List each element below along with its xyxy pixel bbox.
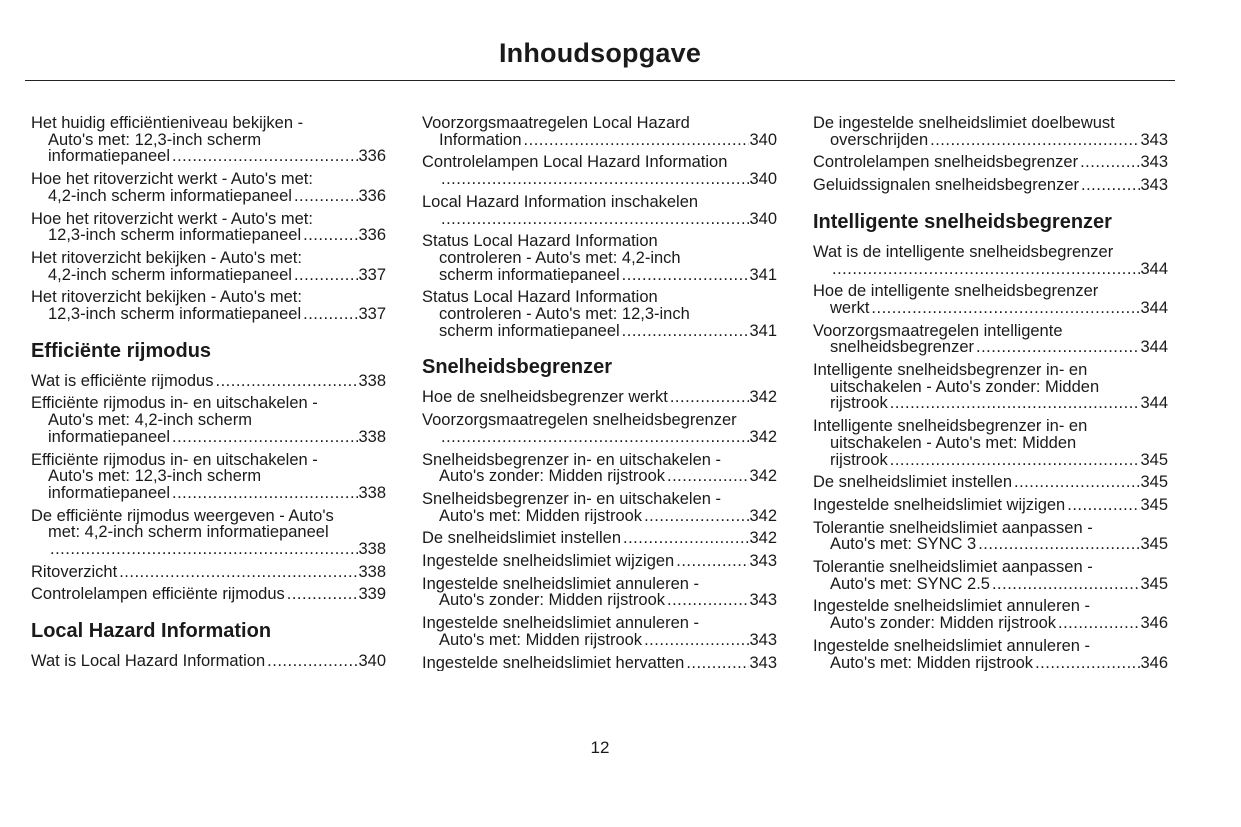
dot-leader	[992, 576, 1141, 593]
toc-entry-line: Ingestelde snelheidslimiet annuleren -	[422, 574, 700, 593]
toc-entry[interactable]	[813, 362, 1168, 412]
dot-leader	[524, 132, 750, 149]
toc-page-number: 342	[749, 530, 777, 548]
page-title: Inhoudsopgave	[498, 38, 702, 68]
toc-page-number: 344	[1140, 395, 1168, 413]
toc-entry[interactable]	[813, 115, 1168, 148]
toc-entry-line: De efficiënte rijmodus weergeven - Auto's	[31, 506, 334, 525]
toc-entry-text: De snelheidslimiet instellen	[813, 474, 1013, 491]
dot-leader	[294, 188, 359, 205]
toc-entry[interactable]	[813, 418, 1168, 468]
toc-entry-line: Efficiënte rijmodus in- en uitschakelen -	[31, 394, 318, 413]
toc-page-number: 340	[358, 653, 386, 670]
dot-leader	[622, 323, 750, 340]
toc-entry[interactable]	[813, 497, 1168, 514]
toc-entry-last-line	[813, 261, 1168, 278]
toc-entry-line: Intelligente snelheidsbegrenzer in- en	[813, 417, 1088, 436]
toc-page-number: 344	[1140, 260, 1168, 278]
toc-entry-last-line	[422, 530, 777, 547]
toc-entry-text: Auto's met: SYNC 2.5	[830, 575, 990, 593]
toc-entry-text: rijstrook	[830, 451, 888, 469]
toc-entry-line: Ingestelde snelheidslimiet annuleren -	[422, 614, 700, 633]
toc-entry-text: Auto's met: Midden rijstrook	[830, 654, 1034, 672]
toc-entry-last-line	[422, 389, 777, 406]
toc-entry-last-line	[813, 132, 1168, 149]
dot-leader	[215, 373, 358, 390]
toc-entry-line: Tolerantie snelheidslimiet aanpassen -	[813, 518, 1093, 537]
toc-entry[interactable]	[422, 491, 777, 524]
toc-page-number: 345	[1140, 536, 1168, 554]
toc-entry-text: Hoe de snelheidsbegrenzer werkt	[422, 389, 668, 407]
toc-entry-text: Auto's zonder: Midden rijstrook	[439, 468, 666, 485]
toc-page-number: 345	[1140, 575, 1168, 593]
toc-page-number: 338	[358, 428, 386, 446]
toc-entry-last-line	[813, 615, 1168, 632]
toc-entry[interactable]	[422, 553, 777, 570]
dot-leader	[172, 148, 358, 165]
toc-page-number: 340	[749, 131, 777, 149]
toc-page-number: 342	[749, 389, 777, 407]
toc-page-number: 343	[749, 654, 777, 672]
toc-page-number: 345	[1140, 496, 1168, 514]
toc-entry[interactable]	[422, 389, 777, 406]
toc-entry[interactable]	[31, 250, 386, 283]
dot-leader	[930, 132, 1140, 149]
toc-entry-last-line	[422, 171, 777, 188]
toc-entry-text: rijstrook	[830, 395, 888, 413]
toc-entry[interactable]	[813, 598, 1168, 631]
toc-entry-line: Voorzorgsmaatregelen intelligente	[813, 321, 1063, 340]
toc-entry-line: uitschakelen - Auto's zonder: Midden	[830, 377, 1100, 396]
dot-leader	[1058, 615, 1140, 632]
dot-leader	[644, 632, 749, 649]
toc-page-number: 343	[749, 631, 777, 649]
toc-entry-last-line	[31, 429, 386, 446]
toc-entry-last-line	[422, 468, 777, 485]
toc-entry-text: Auto's met: Midden rijstrook	[439, 631, 643, 649]
toc-entry-line: Het ritoverzicht bekijken - Auto's met:	[31, 288, 302, 307]
toc-page-number: 340	[749, 210, 777, 228]
toc-entry-text: Ingestelde snelheidslimiet wijzigen	[422, 553, 675, 570]
toc-entry-text: snelheidsbegrenzer	[830, 339, 975, 357]
toc-entry-line: Hoe de intelligente snelheidsbegrenzer	[813, 282, 1099, 301]
toc-page-number: 336	[358, 227, 386, 244]
toc-entry-line: Het huidig efficiëntieniveau bekijken -	[31, 114, 304, 132]
toc-page-number: 340	[749, 171, 777, 188]
toc-entry[interactable]	[813, 154, 1168, 171]
toc-column-1	[31, 115, 386, 676]
dot-leader	[644, 508, 749, 525]
toc-entry-line: Ingestelde snelheidslimiet annuleren -	[813, 636, 1091, 655]
toc-page-number: 337	[358, 266, 386, 284]
toc-page-number: 345	[1140, 451, 1168, 469]
toc-entry[interactable]	[422, 530, 777, 547]
toc-entry-text: informatiepaneel	[48, 148, 170, 166]
toc-page-number: 346	[1140, 615, 1168, 632]
dot-leader	[978, 536, 1140, 553]
toc-entry-last-line	[31, 227, 386, 244]
toc-entry[interactable]	[813, 520, 1168, 553]
dot-leader	[267, 653, 358, 670]
toc-entry[interactable]	[422, 115, 777, 148]
toc-entry-line: Controlelampen Local Hazard Information	[422, 153, 728, 172]
toc-entry-text: overschrijden	[830, 131, 929, 149]
toc-entry-text: Wat is Local Hazard Information	[31, 653, 266, 670]
toc-entry-last-line	[31, 306, 386, 323]
toc-entry-last-line	[813, 497, 1168, 514]
dot-leader	[890, 452, 1141, 469]
toc-entry-last-line	[422, 553, 777, 570]
toc-entry-line: Snelheidsbegrenzer in- en uitschakelen -	[422, 450, 722, 469]
toc-entry-last-line	[31, 564, 386, 581]
toc-page-number: 346	[1140, 654, 1168, 672]
toc-page-number: 338	[358, 541, 386, 558]
toc-entry-text: Ritoverzicht	[31, 563, 118, 581]
toc-page-number: 341	[749, 266, 777, 284]
toc-entry-line: Hoe het ritoverzicht werkt - Auto's met:	[31, 209, 313, 228]
toc-column-3	[813, 115, 1168, 677]
toc-page-number: 342	[749, 468, 777, 485]
dot-leader	[1035, 655, 1140, 672]
toc-entry-line: Auto's met: 12,3-inch scherm	[48, 467, 262, 486]
section-heading: Snelheidsbegrenzer	[422, 356, 613, 379]
toc-entry-last-line	[422, 267, 777, 284]
toc-entry-last-line	[31, 541, 386, 558]
toc-entry[interactable]	[422, 452, 777, 485]
toc-page-number: 344	[1140, 339, 1168, 357]
toc-entry-text: Auto's zonder: Midden rijstrook	[439, 592, 666, 610]
toc-entry[interactable]	[31, 395, 386, 445]
dot-leader	[1067, 497, 1140, 514]
toc-page-number: 343	[749, 592, 777, 610]
toc-entry[interactable]	[422, 194, 777, 227]
toc-entry-last-line	[31, 373, 386, 390]
toc-entry[interactable]	[31, 373, 386, 390]
toc-page-number: 336	[358, 187, 386, 205]
toc-entry[interactable]	[31, 171, 386, 204]
toc-entry-last-line	[422, 655, 777, 672]
header-divider	[25, 80, 1175, 81]
toc-entry[interactable]	[31, 452, 386, 502]
toc-entry[interactable]	[813, 323, 1168, 356]
toc-entry-text: Geluidssignalen snelheidsbegrenzer	[813, 177, 1080, 194]
toc-entry[interactable]	[31, 564, 386, 581]
dot-leader	[1080, 154, 1140, 171]
dot-leader	[172, 485, 358, 502]
toc-entry[interactable]	[813, 638, 1168, 671]
dot-leader	[890, 395, 1141, 412]
toc-entry-text: scherm informatiepaneel	[439, 266, 620, 284]
toc-entry[interactable]	[31, 211, 386, 244]
toc-entry-last-line	[422, 632, 777, 649]
toc-entry[interactable]	[813, 559, 1168, 592]
toc-entry-line: Wat is de intelligente snelheidsbegrenzer	[813, 242, 1114, 261]
section-heading: Local Hazard Information	[31, 620, 272, 643]
toc-entry[interactable]	[31, 289, 386, 322]
toc-page-number: 342	[749, 507, 777, 525]
toc-entry-last-line	[31, 586, 386, 603]
toc-entry[interactable]	[31, 653, 386, 670]
toc-entry-last-line	[31, 485, 386, 502]
toc-entry-last-line	[422, 508, 777, 525]
toc-page-number: 343	[1140, 154, 1168, 172]
toc-entry[interactable]	[813, 474, 1168, 491]
page-number: 12	[590, 738, 610, 757]
toc-entry-line: Auto's met: 12,3-inch scherm	[48, 130, 262, 149]
dot-leader	[119, 564, 358, 581]
dot-leader	[667, 592, 749, 609]
toc-entry-last-line	[813, 395, 1168, 412]
toc-entry-line: met: 4,2-inch scherm informatiepaneel	[48, 523, 329, 542]
toc-entry-text: 12,3-inch scherm informatiepaneel	[48, 227, 302, 244]
toc-entry-text: scherm informatiepaneel	[439, 322, 620, 340]
section-heading: Intelligente snelheidsbegrenzer	[813, 210, 1112, 233]
toc-page-number: 336	[358, 148, 386, 166]
toc-entry[interactable]	[422, 233, 777, 283]
toc-entry-line: Intelligente snelheidsbegrenzer in- en	[813, 361, 1088, 380]
toc-entry-text: Controlelampen efficiënte rijmodus	[31, 586, 285, 604]
toc-entry-text: De snelheidslimiet instellen	[422, 530, 622, 548]
toc-entry-text: Ingestelde snelheidslimiet wijzigen	[813, 496, 1066, 514]
dot-leader	[441, 429, 749, 446]
dot-leader	[670, 389, 750, 406]
toc-entry-line: Efficiënte rijmodus in- en uitschakelen -	[31, 450, 318, 469]
dot-leader	[686, 655, 749, 672]
dot-leader	[303, 227, 358, 244]
dot-leader	[303, 306, 358, 323]
toc-entry-last-line	[31, 267, 386, 284]
toc-entry[interactable]	[31, 586, 386, 603]
toc-entry[interactable]	[422, 289, 777, 339]
toc-entry[interactable]	[31, 508, 386, 558]
dot-leader	[294, 267, 359, 284]
toc-entry-last-line	[813, 339, 1168, 356]
toc-entry-text: werkt	[830, 299, 870, 317]
toc-entry-last-line	[422, 132, 777, 149]
toc-page-number: 338	[358, 484, 386, 502]
toc-page-number: 343	[749, 553, 777, 570]
dot-leader	[622, 267, 750, 284]
toc-entry-text: 4,2-inch scherm informatiepaneel	[48, 266, 292, 284]
toc-entry-line: Auto's met: 4,2-inch scherm	[48, 411, 252, 430]
toc-page-number: 343	[1140, 177, 1168, 194]
toc-entry-line: Status Local Hazard Information	[422, 232, 658, 251]
toc-page-number: 345	[1140, 474, 1168, 491]
toc-page-number: 338	[358, 372, 386, 390]
dot-leader	[172, 429, 358, 446]
toc-entry-last-line	[813, 154, 1168, 171]
toc-entry[interactable]	[813, 283, 1168, 316]
toc-entry-text: Information	[439, 131, 522, 149]
toc-entry-last-line	[422, 323, 777, 340]
dot-leader	[1081, 177, 1140, 194]
toc-entry-text: informatiepaneel	[48, 428, 170, 446]
toc-entry-text: Wat is efficiënte rijmodus	[31, 372, 214, 390]
toc-entry-last-line	[813, 300, 1168, 317]
toc-page-number: 337	[358, 306, 386, 323]
toc-entry[interactable]	[813, 177, 1168, 194]
toc-entry-text: 12,3-inch scherm informatiepaneel	[48, 306, 302, 323]
toc-entry-line: Ingestelde snelheidslimiet annuleren -	[813, 597, 1091, 616]
toc-entry-line: uitschakelen - Auto's met: Midden	[830, 433, 1077, 452]
toc-entry-last-line	[31, 653, 386, 670]
toc-entry[interactable]	[813, 244, 1168, 277]
toc-entry-line: Voorzorgsmaatregelen Local Hazard	[422, 114, 690, 132]
toc-entry-line: Hoe het ritoverzicht werkt - Auto's met:	[31, 170, 313, 189]
toc-entry-last-line	[31, 148, 386, 165]
toc-entry-line: Local Hazard Information inschakelen	[422, 192, 699, 211]
toc-entry-last-line	[813, 474, 1168, 491]
toc-entry-line: Het ritoverzicht bekijken - Auto's met:	[31, 248, 302, 267]
toc-entry-line: Voorzorgsmaatregelen snelheidsbegrenzer	[422, 411, 737, 430]
toc-entry-last-line	[422, 429, 777, 446]
toc-page-number: 342	[749, 428, 777, 446]
toc-entry-line: Tolerantie snelheidslimiet aanpassen -	[813, 558, 1093, 577]
dot-leader	[441, 211, 749, 228]
dot-leader	[832, 261, 1140, 278]
toc-entry-last-line	[31, 188, 386, 205]
toc-entry-last-line	[813, 536, 1168, 553]
dot-leader	[976, 339, 1140, 356]
toc-entry[interactable]	[422, 154, 777, 187]
toc-entry-line: Snelheidsbegrenzer in- en uitschakelen -	[422, 489, 722, 508]
toc-entry-last-line	[813, 576, 1168, 593]
toc-page-number: 338	[358, 563, 386, 581]
toc-entry-line: controleren - Auto's met: 12,3-inch	[439, 305, 690, 324]
toc-entry[interactable]	[31, 115, 386, 165]
toc-entry-line: Status Local Hazard Information	[422, 288, 658, 307]
toc-page-number: 343	[1140, 131, 1168, 149]
toc-entry-last-line	[813, 655, 1168, 672]
dot-leader	[1014, 474, 1140, 491]
toc-entry-line: controleren - Auto's met: 4,2-inch	[439, 248, 681, 267]
toc-entry[interactable]	[422, 576, 777, 609]
toc-entry[interactable]	[422, 615, 777, 648]
toc-entry-last-line	[422, 592, 777, 609]
dot-leader	[623, 530, 749, 547]
toc-entry-last-line	[813, 452, 1168, 469]
toc-entry-text: Auto's zonder: Midden rijstrook	[830, 615, 1057, 632]
toc-page-number: 344	[1140, 299, 1168, 317]
section-heading: Efficiënte rijmodus	[31, 339, 212, 362]
toc-entry-text: Ingestelde snelheidslimiet hervatten	[422, 654, 685, 672]
dot-leader	[50, 541, 358, 558]
toc-page-number: 341	[749, 322, 777, 340]
toc-entry[interactable]	[422, 412, 777, 445]
toc-entry-text: informatiepaneel	[48, 484, 170, 502]
dot-leader	[667, 468, 749, 485]
toc-page-number: 339	[358, 586, 386, 604]
toc-entry-last-line	[813, 177, 1168, 194]
dot-leader	[287, 586, 359, 603]
toc-entry-text: 4,2-inch scherm informatiepaneel	[48, 187, 292, 205]
toc-entry-text: Auto's met: Midden rijstrook	[439, 507, 643, 525]
toc-entry-text: Auto's met: SYNC 3	[830, 536, 977, 554]
toc-column-2	[422, 115, 777, 677]
dot-leader	[676, 553, 749, 570]
dot-leader	[871, 300, 1140, 317]
dot-leader	[441, 171, 749, 188]
toc-entry-text: Controlelampen snelheidsbegrenzer	[813, 154, 1079, 172]
toc-entry-last-line	[422, 211, 777, 228]
toc-entry[interactable]	[422, 655, 777, 672]
toc-entry-line: De ingestelde snelheidslimiet doelbewust	[813, 114, 1115, 132]
